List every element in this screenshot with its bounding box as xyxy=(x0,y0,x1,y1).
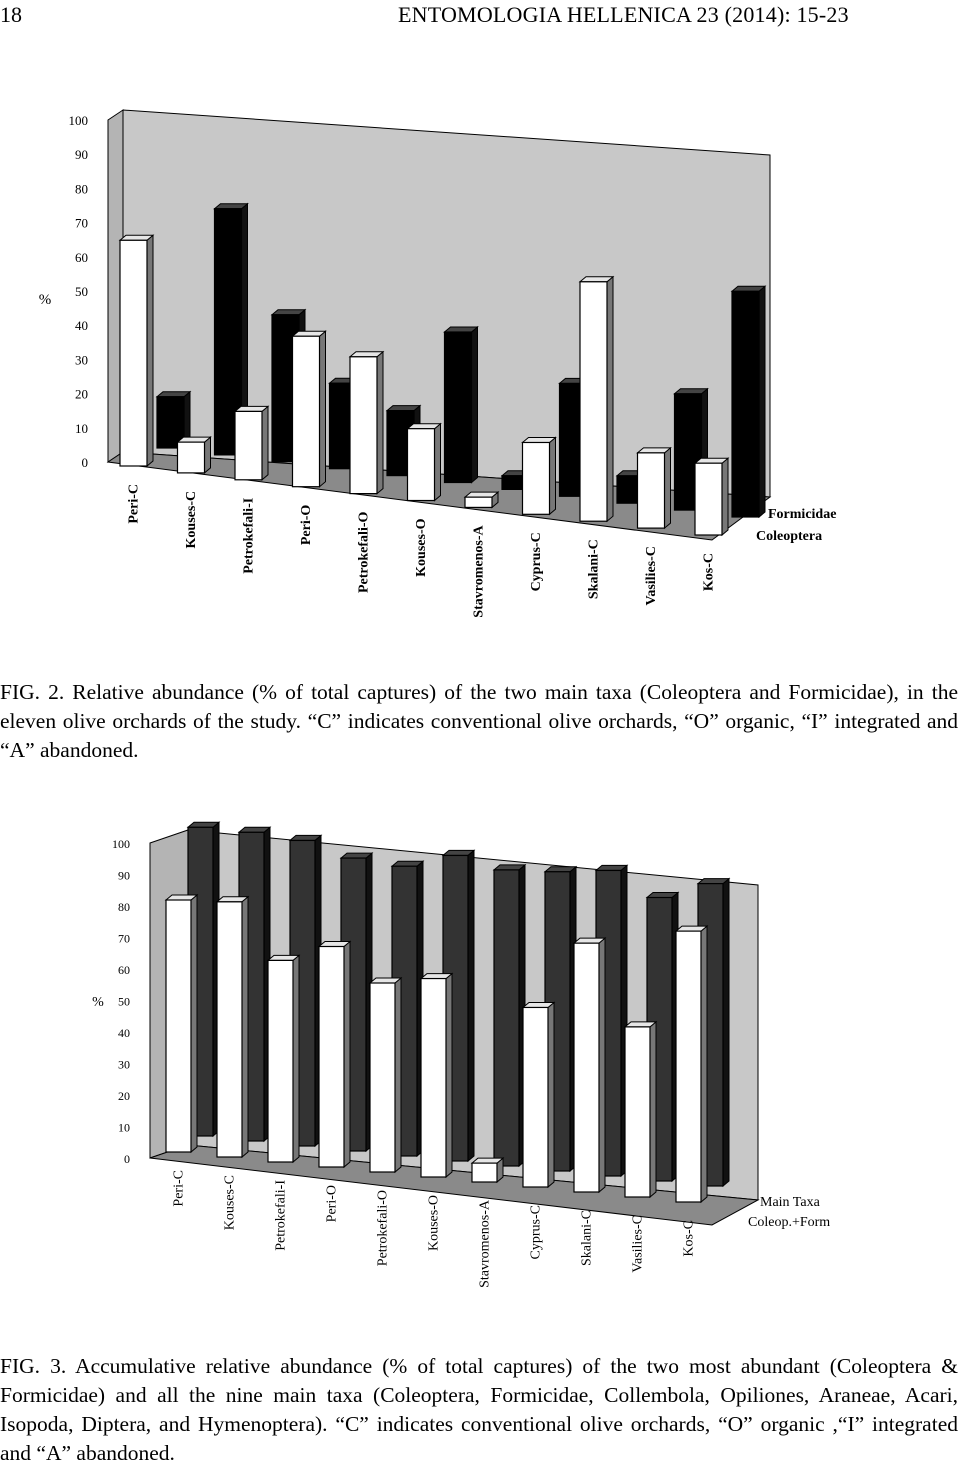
y-tick-label: 90 xyxy=(75,147,88,163)
x-tick-label: Stavromenos-A xyxy=(471,525,487,618)
bar-coleoptera-kouses-o xyxy=(408,424,441,501)
y-axis-label: % xyxy=(92,995,104,1010)
y-tick-label: 20 xyxy=(75,386,88,402)
x-tick-label: Vasilies-C xyxy=(630,1215,646,1273)
bar-coleoptera-peri-o xyxy=(293,331,326,487)
y-tick-label: 60 xyxy=(118,963,130,977)
x-tick-label: Kos-C xyxy=(681,1220,697,1257)
bar-coleoptera-kos-c xyxy=(695,458,728,535)
y-tick-label: 0 xyxy=(81,455,88,470)
x-tick-label: Peri-O xyxy=(324,1185,340,1223)
bar-coleop-form-peri-c xyxy=(166,895,197,1152)
x-tick-label: Petrokefali-I xyxy=(273,1180,289,1251)
y-tick-label: 70 xyxy=(75,215,88,231)
legend-entry: Coleop.+Form xyxy=(748,1215,831,1230)
bar-coleop-form-cyprus-c xyxy=(523,1003,554,1188)
y-tick-label: 30 xyxy=(75,352,88,368)
x-tick-label: Kouses-O xyxy=(414,518,429,577)
x-tick-label: Petrokefali-I xyxy=(241,497,257,574)
y-tick-label: 80 xyxy=(75,181,88,197)
figure-3-svg xyxy=(0,820,960,1300)
x-tick-label: Kouses-O xyxy=(426,1195,442,1251)
x-tick-label: Cyprus-C xyxy=(528,1205,544,1260)
y-tick-label: 10 xyxy=(75,420,88,436)
y-tick-label: 30 xyxy=(118,1057,130,1072)
bar-coleoptera-cyprus-c xyxy=(523,438,556,515)
y-tick-label: 60 xyxy=(75,249,88,265)
figure-2-chart xyxy=(0,100,960,660)
x-tick-label: Kos-C xyxy=(701,553,717,592)
y-tick-label: 0 xyxy=(124,1152,130,1166)
y-tick-label: 70 xyxy=(118,931,130,946)
legend-entry: Main Taxa xyxy=(760,1195,820,1210)
bar-main-taxa-stavromenos-a xyxy=(494,865,525,1166)
bar-coleop-form-vasilies-c xyxy=(625,1022,656,1197)
x-tick-label: Kouses-C xyxy=(184,490,199,549)
bar-coleoptera-petrokefali-o xyxy=(350,352,383,494)
bar-coleoptera-skalani-c xyxy=(580,277,613,521)
x-tick-label: Peri-C xyxy=(126,484,142,524)
x-tick-label: Petrokefali-O xyxy=(375,1190,391,1267)
x-tick-label: Skalani-C xyxy=(579,1210,595,1266)
x-tick-label: Peri-O xyxy=(299,504,314,546)
figure-2-svg xyxy=(0,100,960,660)
legend-entry: Coleoptera xyxy=(756,529,823,544)
bar-coleoptera-peri-c xyxy=(120,235,153,466)
x-tick-label: Cyprus-C xyxy=(529,532,544,592)
bar-coleoptera-kouses-c xyxy=(178,437,211,473)
x-tick-label: Peri-C xyxy=(171,1170,187,1207)
bar-coleop-form-petrokefali-o xyxy=(370,978,401,1172)
bar-coleop-form-petrokefali-i xyxy=(268,955,299,1162)
x-tick-label: Vasilies-C xyxy=(644,546,659,606)
x-tick-label: Petrokefali-O xyxy=(356,511,372,593)
bar-formicidae-kos-c xyxy=(732,286,765,517)
bar-coleoptera-stavromenos-a xyxy=(465,492,498,507)
figure-2-caption: FIG. 2. Relative abundance (% of total captures) of the two main taxa (Coleoptera and Formicidae), in the eleven olive orchards of the study. “C” indicates conventional olive orchards, “O” organic, “I” integrated and “A” abandoned. xyxy=(0,680,958,762)
journal-citation: ENTOMOLOGIA HELLENICA 23 (2014): 15-23 xyxy=(398,2,849,27)
figure-3-chart xyxy=(0,820,960,1300)
page-number: 18 xyxy=(0,2,22,27)
bar-coleop-form-skalani-c xyxy=(574,938,605,1192)
bar-coleop-form-kouses-c xyxy=(217,897,248,1157)
y-tick-label: 80 xyxy=(118,900,130,914)
x-tick-label: Skalani-C xyxy=(586,539,602,600)
figure-3-caption: FIG. 3. Accumulative relative abundance (% of total captures) of the two most abundant (Coleoptera & Formicidae) and all the nine main taxa (Coleoptera, Formicidae, Collembola, Opiliones, Araneae, Acari, Isopoda, Diptera, and Hymenoptera). “C” indicates conventional olive orchards, “O” organic ,“I” integrated and “A” abandoned. xyxy=(0,1354,958,1465)
legend-entry: Formicidae xyxy=(768,507,837,522)
page-header xyxy=(0,0,960,32)
y-tick-label: 40 xyxy=(75,318,88,334)
bar-coleop-form-kos-c xyxy=(676,926,707,1202)
bar-coleop-form-kouses-o xyxy=(421,974,452,1177)
y-axis-label: % xyxy=(38,292,52,308)
bar-coleoptera-petrokefali-i xyxy=(235,406,268,479)
y-tick-label: 50 xyxy=(118,994,130,1009)
bar-coleop-form-peri-o xyxy=(319,942,350,1168)
x-tick-label: Kouses-C xyxy=(222,1175,238,1231)
y-tick-label: 20 xyxy=(118,1089,130,1103)
y-tick-label: 40 xyxy=(118,1026,130,1040)
bar-coleop-form-stavromenos-a xyxy=(472,1158,503,1182)
bar-coleoptera-vasilies-c xyxy=(638,448,671,528)
y-tick-label: 50 xyxy=(75,284,88,299)
bar-formicidae-kouses-o xyxy=(445,327,478,483)
y-tick-label: 100 xyxy=(68,113,88,128)
y-tick-label: 100 xyxy=(112,837,130,851)
y-tick-label: 90 xyxy=(118,868,130,883)
x-tick-label: Stavromenos-A xyxy=(477,1200,493,1288)
y-tick-label: 10 xyxy=(118,1120,130,1135)
